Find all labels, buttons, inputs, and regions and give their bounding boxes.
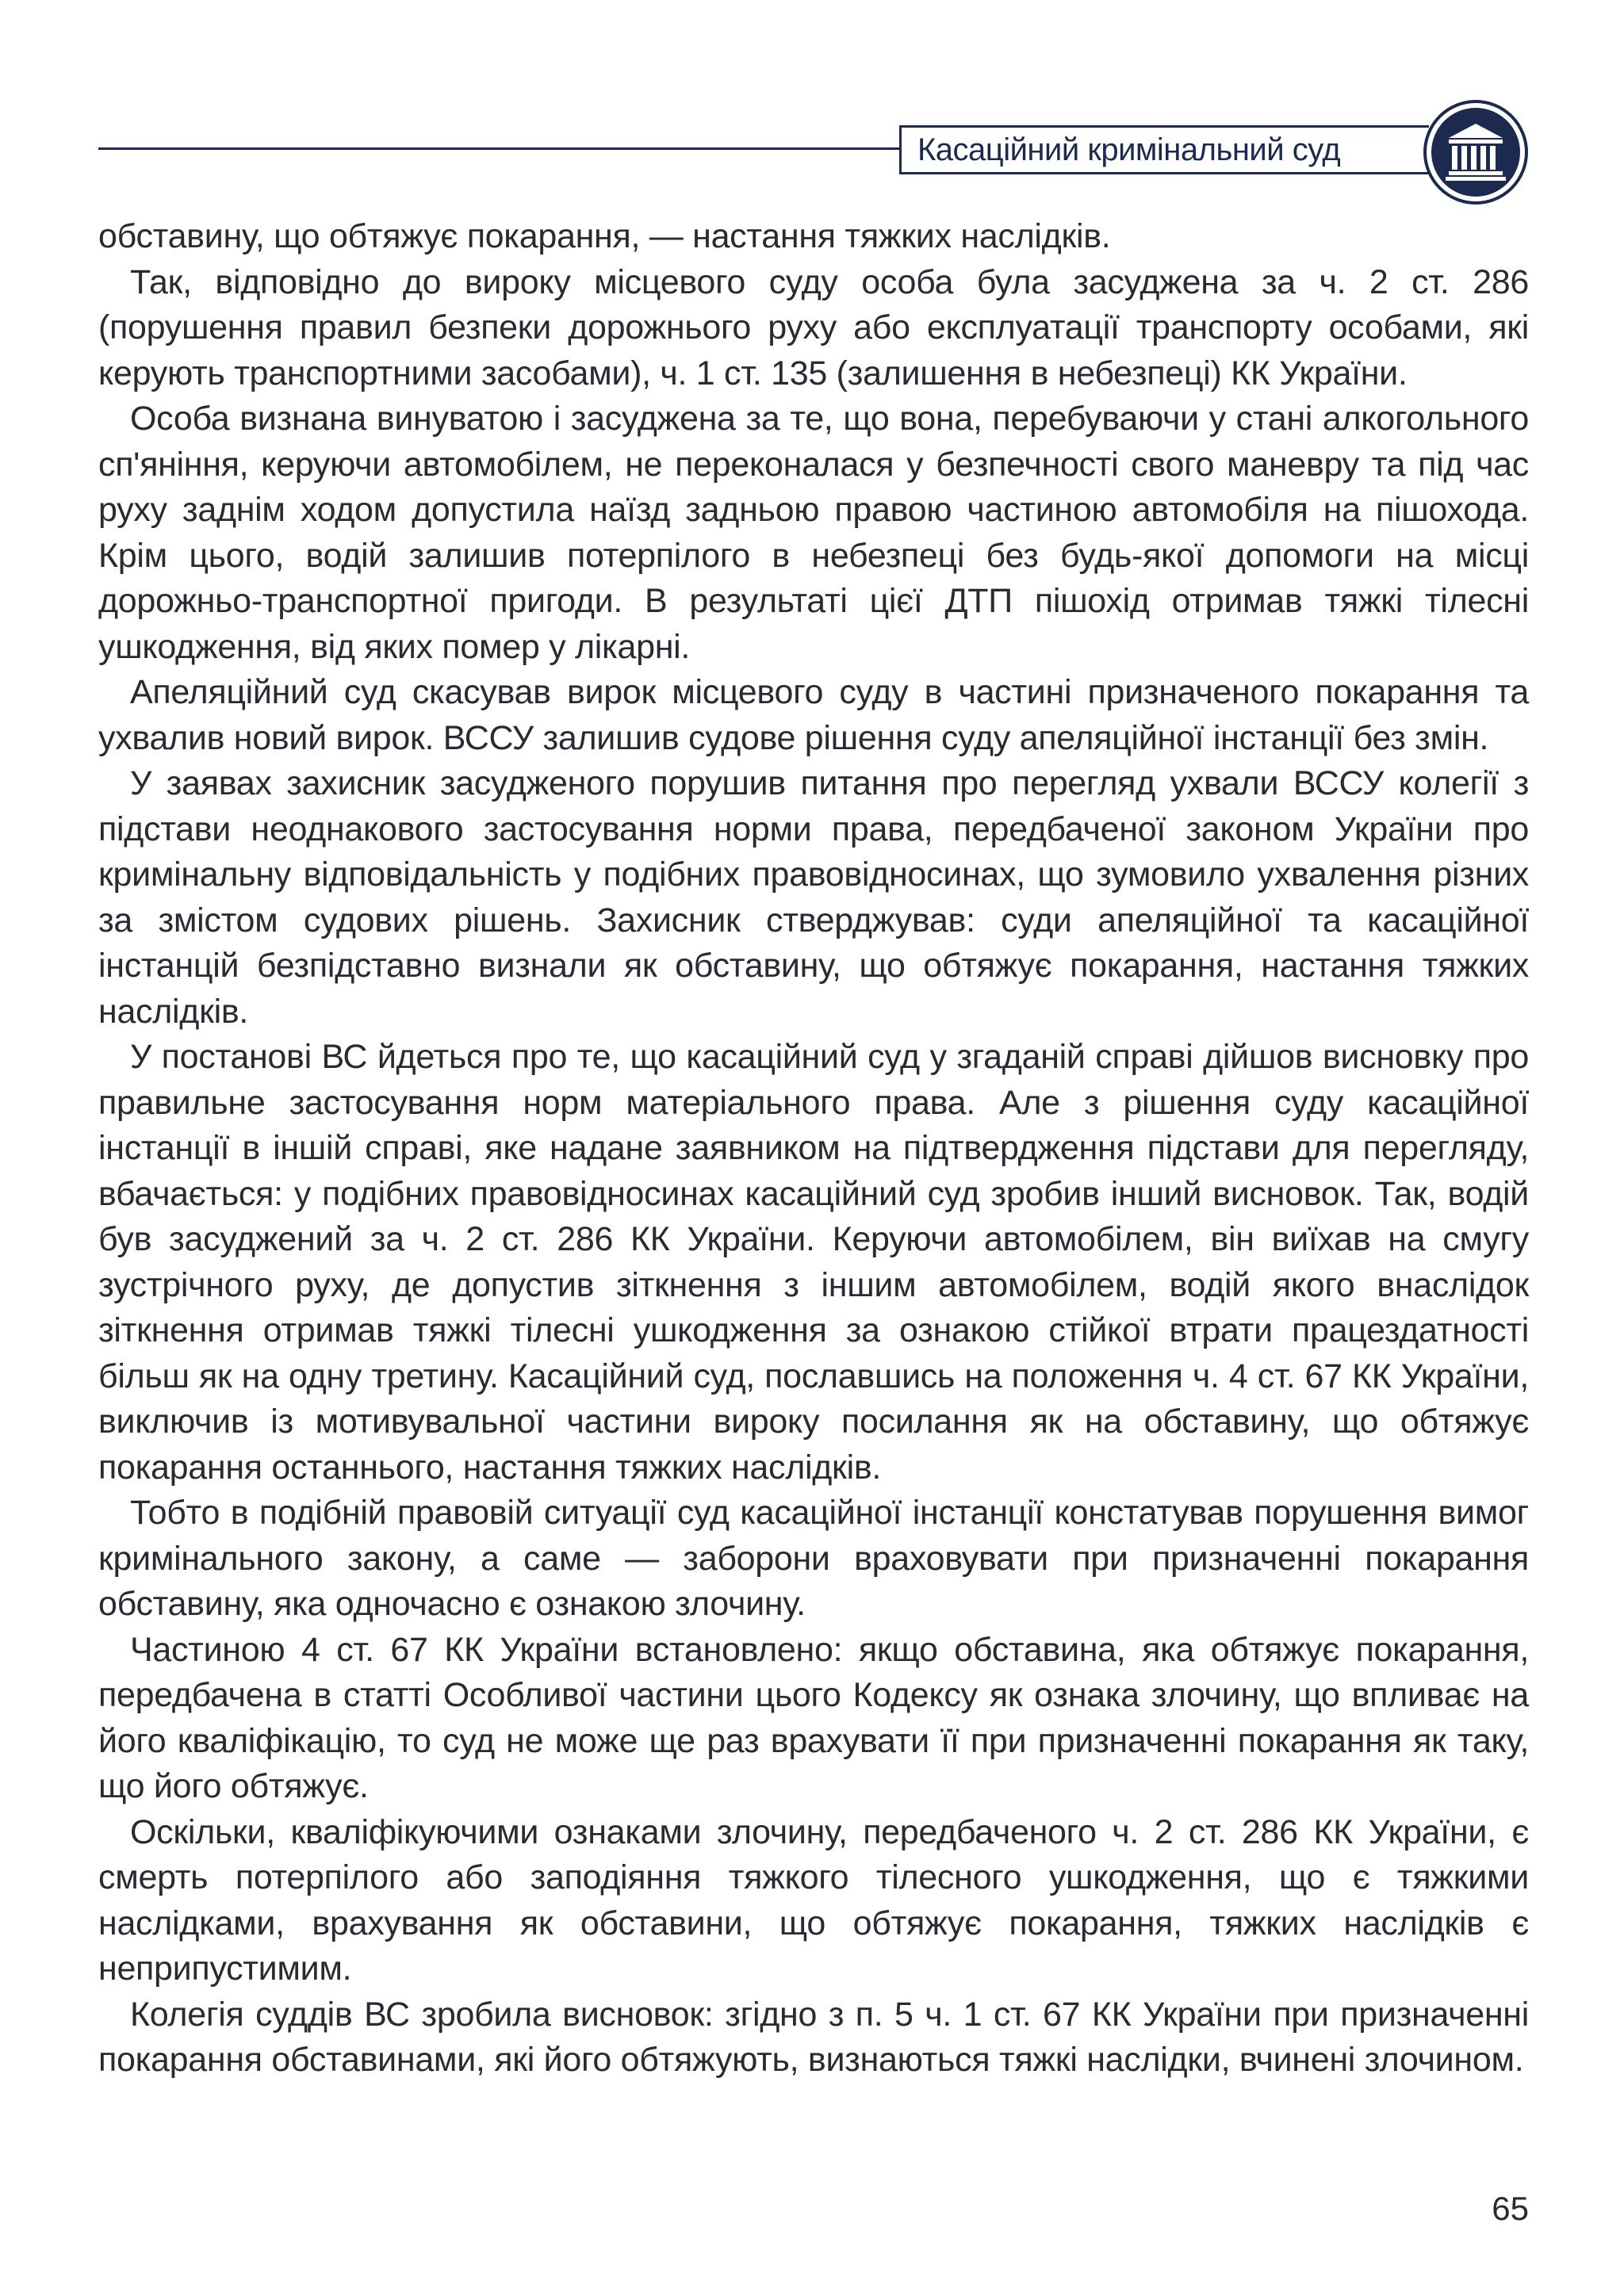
paragraph-6: У постанові ВС йдеться про те, що касаційний суд у згаданій справі дійшов висновку про правильне застосування норм матеріального права. Але з рішення суду касаційної інстанції в іншій справі, яке надане заявником на підтвердження підстави для перегляду, вбачається: у подібних правовідносинах касаційний суд зробив інший висновок. Так, водій був засуджений за ч. 2 ст. 286 КК України. Керуючи автомобілем, він виїхав на смугу зустрічного руху, де допустив зіткнення з іншим автомобілем, водій якого внаслідок зіткнення отримав тяжкі тілесні ушкодження за ознакою стійкої втрати працездатності більш як на одну третину. Касаційний суд, пославшись на положення ч. 4 ст. 67 КК України, виключив із мотивувальної частини вироку посилання як на обставину, що обтяжує покарання останнього, настання тяжких наслідків. (98, 1038, 1529, 1487)
main-text (98, 214, 1529, 2084)
page-header (0, 0, 1624, 190)
court-building-icon (1422, 98, 1530, 206)
paragraph-4: Апеляційний суд скасував вирок місцевого суду в частині призначеного покарання та ухвалив новий вирок. ВССУ залишив судове рішення суду апеляційної інстанції без змін. (98, 673, 1529, 757)
header-title: Касаційний кримінальний суд (917, 132, 1341, 167)
paragraph-8: Частиною 4 ст. 67 КК України встановлено: якщо обставина, яка обтяжує покарання, передбачена в статті Особливої частини цього Кодексу як ознака злочину, що впливає на його кваліфікацію, то суд не може ще раз врахувати її при призначенні покарання як таку, що його обтяжує. (98, 1630, 1529, 1805)
header-rule (98, 147, 899, 150)
paragraph-2: Так, відповідно до вироку місцевого суду особа була засуджена за ч. 2 ст. 286 (порушення правил безпеки дорожнього руху або експлуатації транспорту особами, які керують транспортними засобами), ч. 1 ст. 135 (залишення в небезпеці) КК України. (98, 262, 1529, 392)
paragraph-1: обставину, що обтяжує покарання, — настання тяжких наслідків. (98, 217, 1111, 255)
paragraph-9: Оскільки, кваліфікуючими ознаками злочину, передбаченого ч. 2 ст. 286 КК України, є смерть потерпілого або заподіяння тяжкого тілесного ушкодження, що є тяжкими наслідками, врахування як обставини, що обтяжує покарання, тяжких наслідків є неприпустимим. (98, 1812, 1529, 1988)
paragraph-3: Особа визнана винуватою і засуджена за те, що вона, перебуваючи у стані алкогольного сп'яніння, керуючи автомобілем, не переконалася у безпечності свого маневру та під час руху заднім ходом допустила наїзд задньою правою частиною автомобіля на пішохода. Крім цього, водій залишив потерпілого в небезпеці без будь-якої допомоги на місці дорожньо-транспортної пригоди. В результаті цієї ДТП пішохід отримав тяжкі тілесні ушкодження, від яких помер у лікарні. (98, 400, 1529, 666)
paragraph-10: Колегія суддів ВС зробила висновок: згідно з п. 5 ч. 1 ст. 67 КК України при призначенні покарання обставинами, які його обтяжують, визнаються тяжкі наслідки, вчинені злочином. (98, 1995, 1529, 2079)
paragraph-7: Тобто в подібній правовій ситуації суд касаційної інстанції констатував порушення вимог кримінального закону, а саме — заборони враховувати при призначенні покарання обставину, яка одночасно є ознакою злочину. (98, 1494, 1529, 1623)
paragraph-5: У заявах захисник засудженого порушив питання про перегляд ухвали ВССУ колегії з підстави неоднакового застосування норми права, передбаченої законом України про кримінальну відповідальність у подібних правовідносинах, що зумовило ухвалення різних за змістом судових рішень. Захисник стверджував: суди апеляційної та касаційної інстанцій безпідставно визнали як обставину, що обтяжує покарання, настання тяжких наслідків. (98, 764, 1529, 1031)
header-title-box (899, 125, 1429, 174)
page-number: 65 (1492, 2190, 1529, 2227)
